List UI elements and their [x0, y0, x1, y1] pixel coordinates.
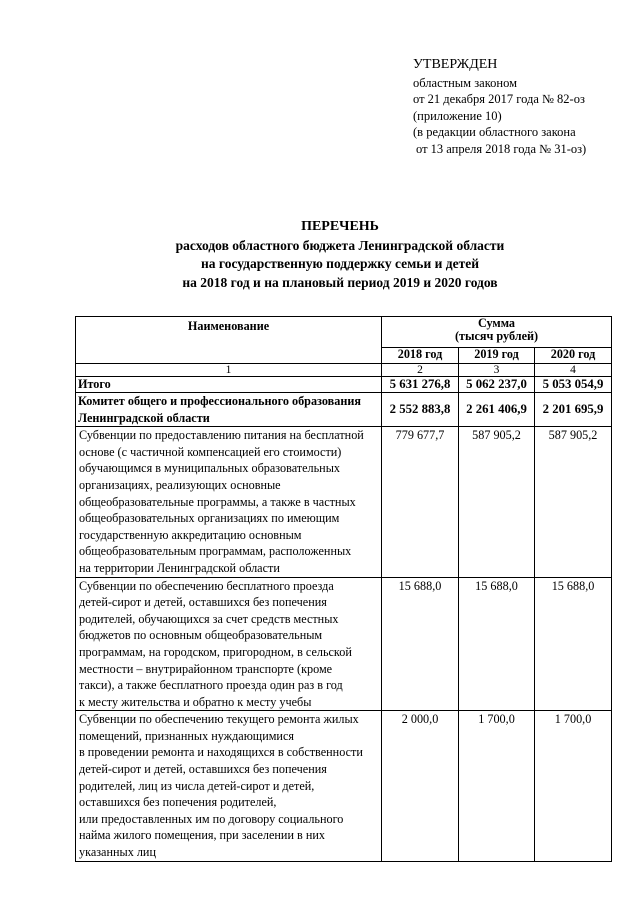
committee-2019: 2 261 406,9: [459, 393, 535, 427]
approval-line: от 21 декабря 2017 года № 82-оз: [413, 92, 585, 107]
row-line: общеобразовательных организациях по имеющим: [79, 511, 340, 526]
approval-line: (в редакции областного закона: [413, 125, 576, 140]
total-row: [76, 377, 612, 393]
row-line: детей-сирот и детей, оставшихся без попечения: [79, 762, 327, 777]
row-value-2019: 1 700,0: [459, 711, 535, 861]
title-line: ПЕРЕЧЕНЬ: [301, 219, 379, 234]
committee-name-line: Комитет общего и профессионального образования: [78, 394, 361, 408]
row-line: или предоставленных им по договору социального: [79, 811, 344, 826]
sum-header-title: Сумма: [477, 316, 516, 330]
row-description: [76, 427, 382, 577]
row-line: детей-сирот и детей, оставшихся без попечения: [79, 595, 327, 610]
document-title: [100, 218, 580, 292]
row-line: основе (с частичной компенсацией его стоимости): [79, 444, 342, 459]
title-line: на государственную поддержку семьи и детей: [201, 256, 479, 271]
year-header-2018: 2018 год: [382, 348, 459, 364]
total-2019: 5 062 237,0: [459, 377, 535, 393]
row-line: оставшихся без попечения родителей,: [79, 795, 277, 810]
column-number: 1: [76, 364, 382, 377]
total-2020: 5 053 054,9: [535, 377, 612, 393]
row-line: родителей, лиц из числа детей-сирот и детей,: [79, 778, 315, 793]
row-line: программам, на городском, пригородном, в сельской: [79, 644, 352, 659]
row-line: указанных лиц: [79, 845, 156, 860]
row-value-2018: 2 000,0: [382, 711, 459, 861]
total-label: Итого: [76, 377, 382, 393]
committee-2020: 2 201 695,9: [535, 393, 612, 427]
expenses-table: [75, 316, 612, 862]
row-line: в проведении ремонта и находящихся в собственности: [79, 745, 363, 760]
row-line: общеобразовательные программы, а также в частных: [79, 494, 356, 509]
row-description: [76, 711, 382, 861]
row-line: такси), а также бесплатного проезда один раз в год: [79, 678, 343, 693]
row-line: Субвенции по обеспечению текущего ремонта жилых: [79, 712, 359, 727]
committee-row: [76, 393, 612, 427]
sum-column-header: [382, 317, 612, 348]
title-line: на 2018 год и на плановый период 2019 и 2020 годов: [182, 274, 498, 290]
row-value-2019: 15 688,0: [459, 577, 535, 711]
row-description: [76, 577, 382, 711]
row-line: родителей, обучающихся за счет средств местных: [79, 611, 339, 626]
row-line: найма жилого помещения, при заселении в них: [79, 828, 325, 843]
approval-heading: УТВЕРЖДЕН: [413, 57, 498, 72]
row-value-2019: 587 905,2: [459, 427, 535, 577]
sum-header-unit: (тысяч рублей): [454, 329, 539, 343]
committee-2018: 2 552 883,8: [382, 393, 459, 427]
column-number: 3: [459, 364, 535, 377]
row-line: местности – внутрирайонном транспорте (кроме: [79, 661, 333, 676]
row-line: Субвенции по предоставлению питания на бесплатной: [79, 428, 364, 443]
row-value-2018: 15 688,0: [382, 577, 459, 711]
total-2018: 5 631 276,8: [382, 377, 459, 393]
table-row: [76, 577, 612, 711]
row-line: общеобразовательным программам, расположенных: [79, 544, 352, 559]
year-header-2020: 2020 год: [535, 348, 612, 364]
column-number: 4: [535, 364, 612, 377]
row-value-2018: 779 677,7: [382, 427, 459, 577]
table-row: [76, 711, 612, 861]
row-value-2020: 587 905,2: [535, 427, 612, 577]
row-line: помещений, признанных нуждающимися: [79, 728, 294, 743]
committee-name: [76, 393, 382, 427]
year-header-2019: 2019 год: [459, 348, 535, 364]
row-line: обучающимся в муниципальных образовательных: [79, 461, 340, 476]
row-value-2020: 15 688,0: [535, 577, 612, 711]
table-row: [76, 427, 612, 577]
row-line: организациях, реализующих основные: [79, 477, 281, 492]
column-number: 2: [382, 364, 459, 377]
approval-stamp: [413, 56, 586, 157]
name-column-header: Наименование: [76, 317, 382, 364]
committee-name-line: Ленинградской области: [78, 410, 210, 425]
row-line: бюджетов по основным общеобразовательным: [79, 628, 323, 643]
row-line: государственную аккредитацию основным: [79, 527, 302, 542]
approval-line: областным законом: [413, 76, 518, 90]
column-number-row: [76, 364, 612, 377]
row-line: на территории Ленинградской области: [79, 560, 280, 575]
row-line: Субвенции по обеспечению бесплатного проезда: [79, 578, 334, 593]
approval-line: от 13 апреля 2018 года № 31-оз): [416, 141, 587, 156]
row-line: к месту жительства и обратно к месту учебы: [79, 694, 312, 709]
approval-line: (приложение 10): [413, 108, 502, 123]
row-value-2020: 1 700,0: [535, 711, 612, 861]
title-line: расходов областного бюджета Ленинградской области: [175, 237, 505, 253]
